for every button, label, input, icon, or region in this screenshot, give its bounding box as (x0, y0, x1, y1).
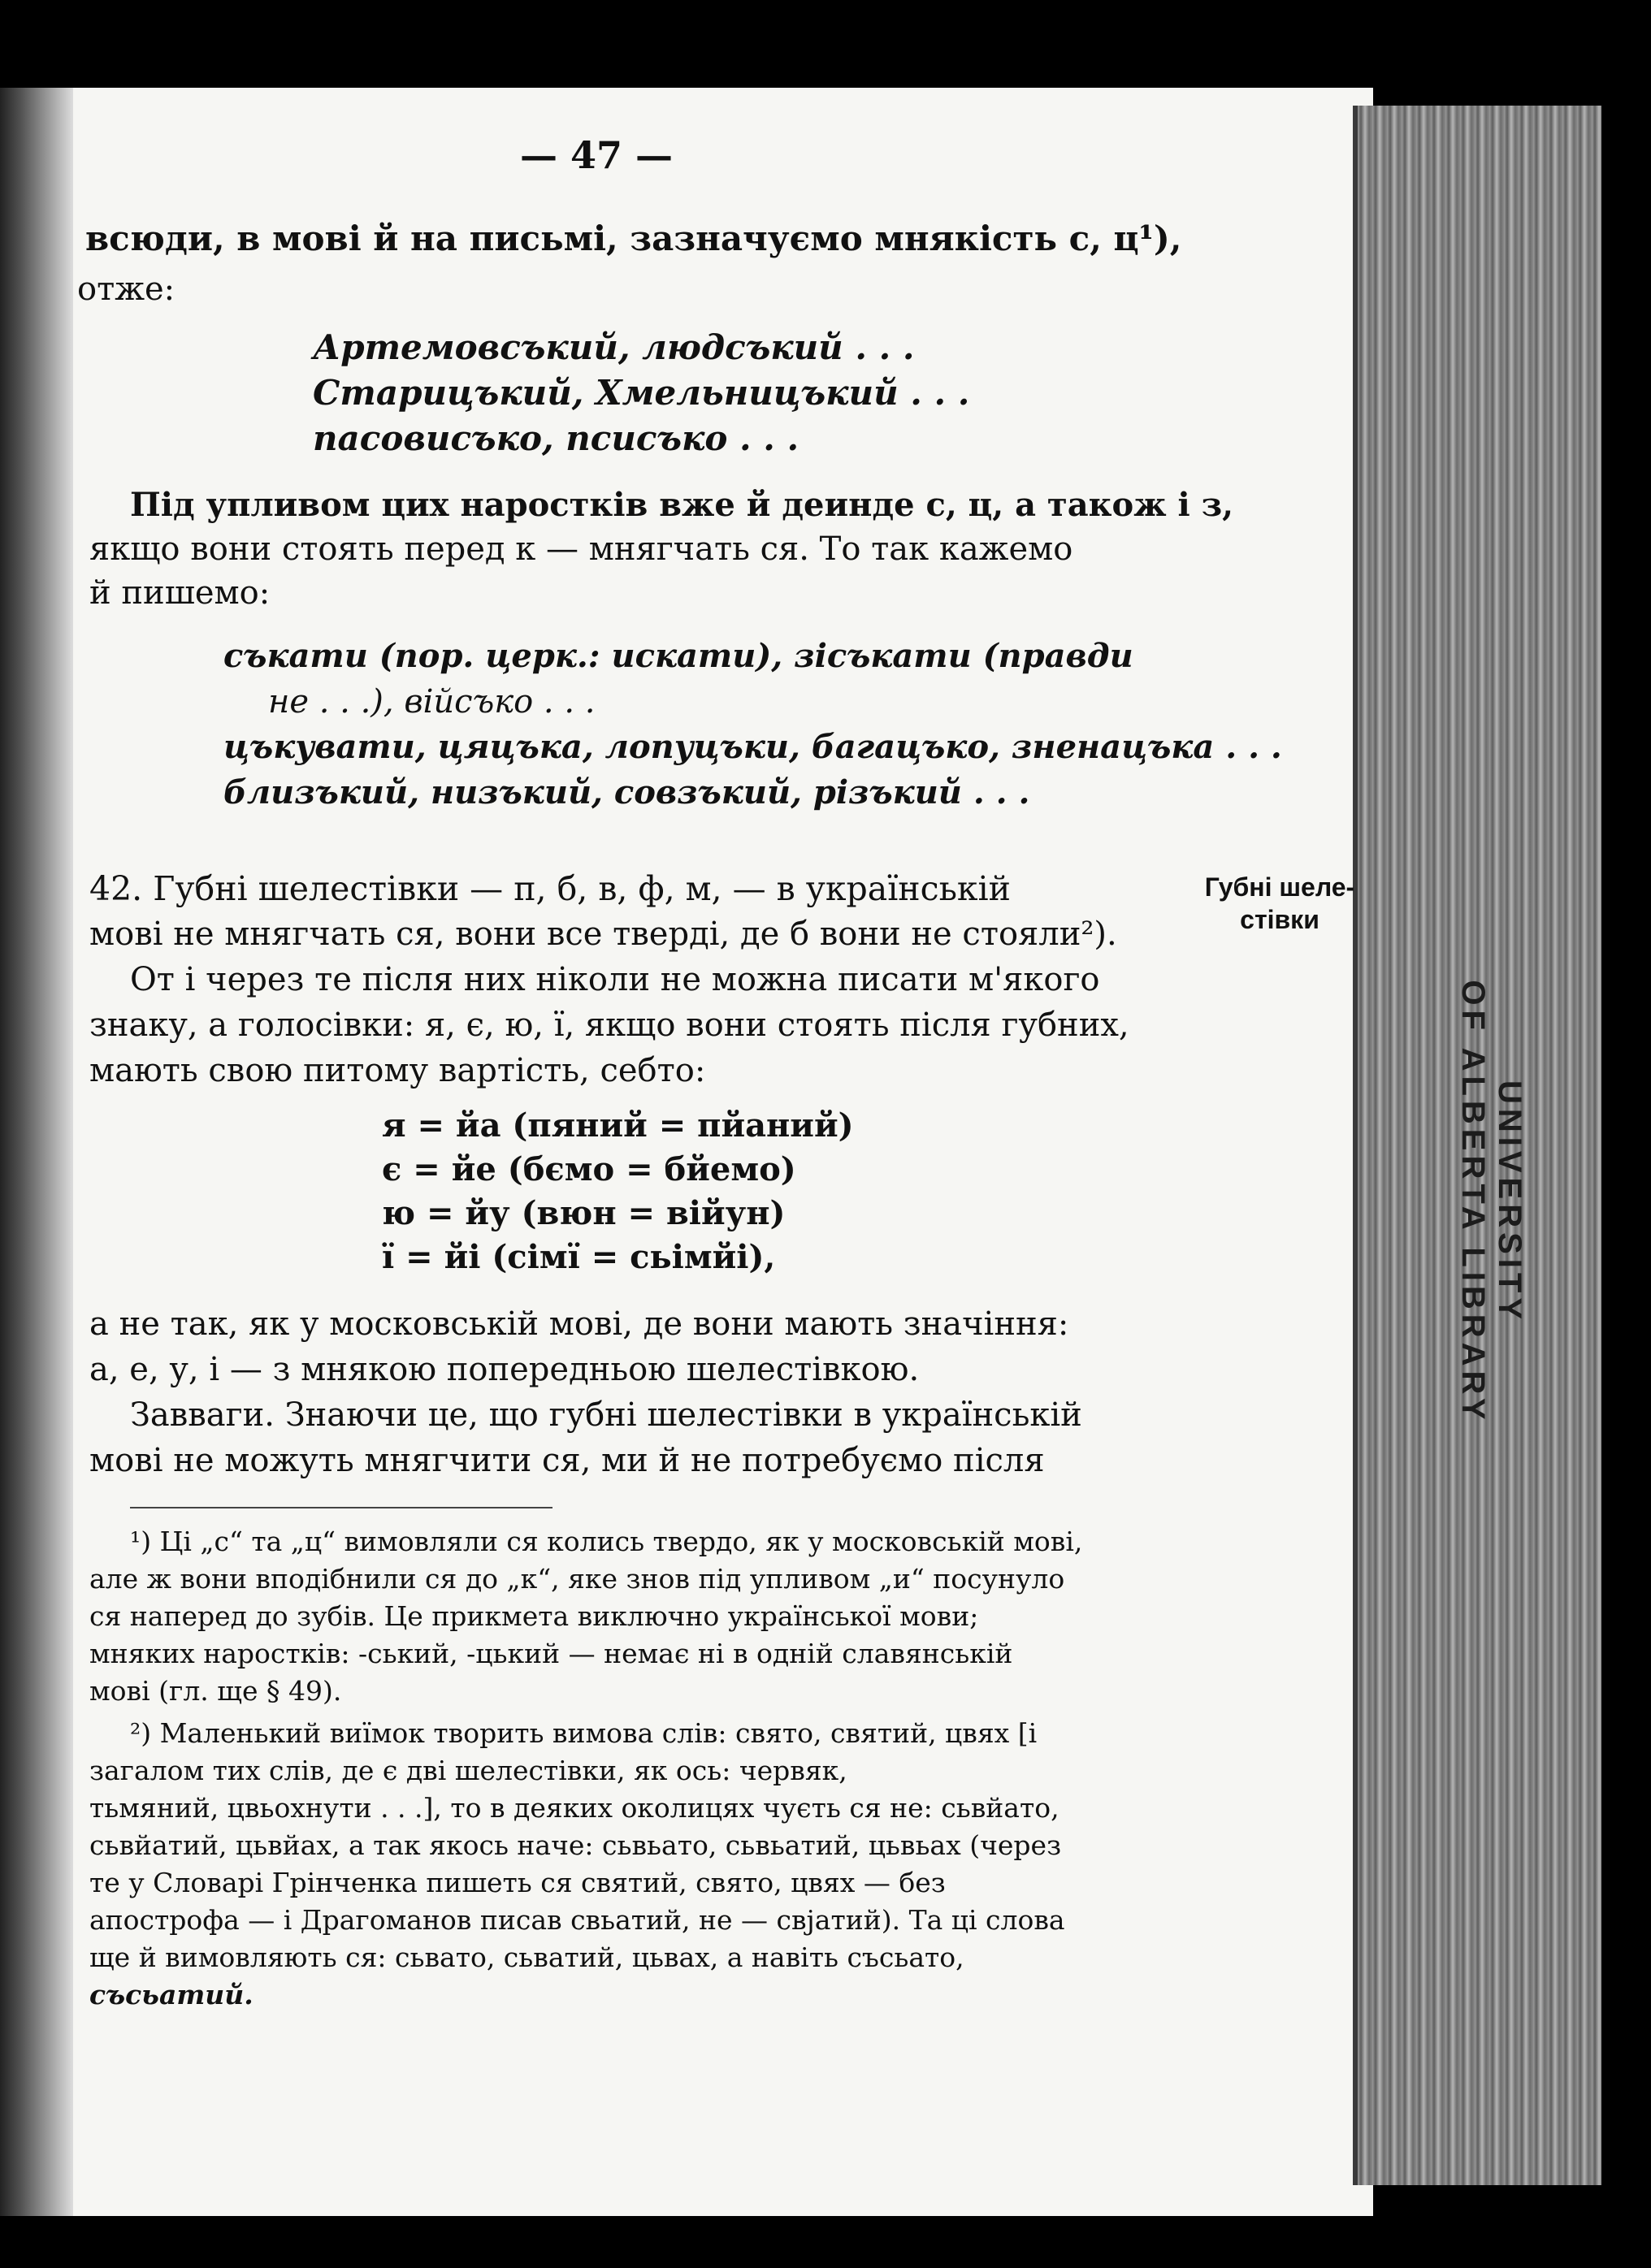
text-line: мають свою питому вартість, себто: (89, 1052, 706, 1089)
footnote-line: съсьатий. (89, 1979, 254, 2010)
text-line: й пишемо: (89, 574, 271, 612)
margin-note-line: Губні шеле- (1204, 872, 1355, 902)
equation-line: ї = йі (сімї = сьімйі), (382, 1238, 776, 1276)
footnote-line: сьвйатий, цьвйах, а так якось наче: сьвьато, сьвьатий, цьвьах (через (89, 1829, 1062, 1861)
footnote-divider (130, 1507, 552, 1508)
footnote-line: але ж вони вподібнили ся до „к“, яке знов під упливом „и“ посунуло (89, 1563, 1065, 1595)
equation-line: ю = йу (вюн = війун) (382, 1194, 786, 1232)
text-line: От і через те після них ніколи не можна писати м'якого (130, 961, 1100, 998)
footnote-line: ²) Маленький виїмок творить вимова слів: свято, святий, цвях [і (130, 1717, 1038, 1749)
footnote-line: мнякиx наростків: -ський, -цький — немає ні в одній славянській (89, 1638, 1013, 1669)
footnote-line: тьмяний, цвьохнути . . .], то в деяких околицях чуєть ся не: сьвйато, (89, 1792, 1060, 1824)
equation-line: є = йе (бємо = бйемо) (382, 1150, 796, 1188)
text-line: якщо вони стоять перед к — мнягчать ся. То так кажемо (89, 530, 1073, 568)
footnote-line: ся наперед до зубів. Це прикмета виключно української мови; (89, 1600, 979, 1632)
library-stamp (1247, 980, 1651, 1425)
page-number: — 47 — (520, 133, 674, 177)
example-line: пасовисъко, псисъко . . . (313, 418, 800, 458)
text-line: знаку, а голосівки: я, є, ю, ї, якщо вони стоять після губних, (89, 1006, 1129, 1044)
text-line: всюди, в мові й на письмі, зазначуємо мнякість с, ц¹), (85, 219, 1182, 258)
text-line: Під упливом цих наростків вже й деинде с, ц, а також і з, (130, 486, 1234, 524)
page-gutter-shadow (0, 88, 73, 2216)
text-line: отже: (77, 271, 176, 308)
footnote-line: мові (гл. ще § 49). (89, 1675, 342, 1707)
stamp-line-1: UNIVERSITY (1492, 1080, 1528, 1325)
example-line: Старицъкий, Хмельницъкий . . . (313, 373, 970, 413)
text-line: а, е, у, і — з мнякою попередньою шелестівкою. (89, 1351, 920, 1388)
stamp-line-2: OF ALBERTA LIBRARY (1455, 980, 1491, 1425)
text-line: мові не мнягчать ся, вони все тверді, де б вони не стояли²). (89, 915, 1117, 953)
text-line: мові не можуть мнягчити ся, ми й не потребуємо після (89, 1442, 1045, 1479)
margin-note-line: стівки (1240, 905, 1320, 934)
footnote-line: те у Словарі Грінченка пишеть ся святий, свято, цвях — без (89, 1867, 946, 1898)
example-line: близъкий, низъкий, совзъкий, різъкий . . . (223, 773, 1030, 812)
equation-line: я = йа (пяний = пйаний) (382, 1106, 854, 1145)
margin-note (1182, 871, 1377, 936)
text-line: Завваги. Знаючи це, що губні шелестівки в українській (130, 1396, 1082, 1434)
footnote-line: ще й вимовляють ся: сьвато, сьватий, цьвах, а навіть съсьато, (89, 1941, 964, 1973)
example-line: Артемовсъкий, людсъкий . . . (313, 327, 915, 367)
footnote-line: апострофа — і Драгоманов писав свьатий, не — свјатий). Та ці слова (89, 1904, 1065, 1936)
example-line: не . . .), війсъко . . . (268, 683, 596, 721)
example-line: съкати (пор. церк.: искати), зісъкати (правди (223, 637, 1133, 675)
section-heading-line: 42. Губні шелестівки — п, б, в, ф, м, — в українській (89, 869, 1011, 908)
example-line: цъкувати, цяцъка, лопуцъки, багацъко, зненацъка . . . (223, 728, 1282, 766)
text-line: а не так, як у московській мові, де вони мають значіння: (89, 1305, 1069, 1343)
footnote-line: загалом тих слів, де є дві шелестівки, як ось: червяк, (89, 1755, 847, 1786)
footnote-line: ¹) Ці „с“ та „ц“ вимовляли ся колись твердо, як у московській мові, (130, 1526, 1083, 1557)
